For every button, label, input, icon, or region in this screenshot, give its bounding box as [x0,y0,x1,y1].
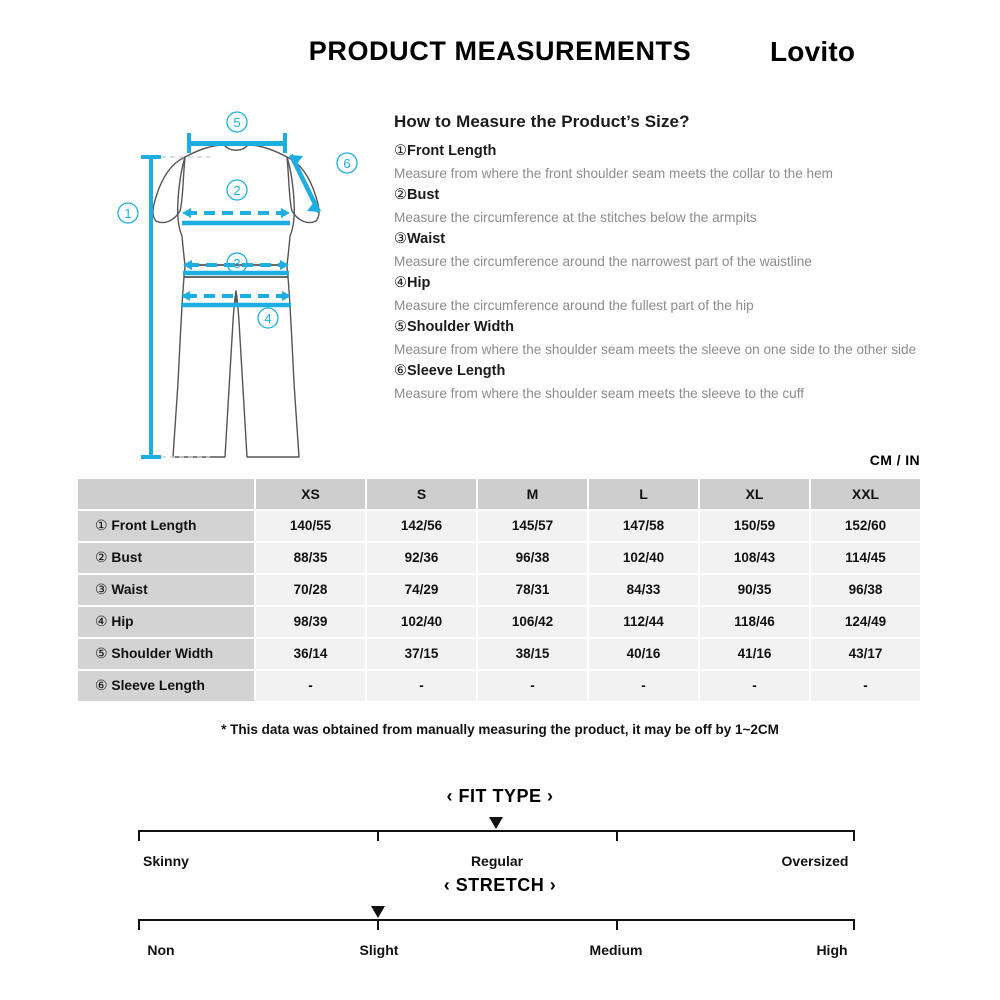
row-label-text: Sleeve Length [111,678,205,693]
cell-waist-m: 78/31 [478,575,587,605]
fit-type-marker [489,817,503,829]
column-header-xs: XS [256,479,365,509]
column-header-xxl: XXL [811,479,920,509]
measure-name: Waist [407,230,446,247]
row-label-front-length [78,511,254,541]
row-label-shoulder-width [78,639,254,669]
svg-text:4: 4 [264,311,272,326]
measure-name: Sleeve Length [407,362,506,379]
fit-type-line [138,830,855,832]
table-row [78,671,922,701]
units-label: CM / IN [869,452,920,468]
marker-icon-3: ③ [95,582,108,597]
cell-front-length-m: 145/57 [478,511,587,541]
measure-name: Bust [407,186,440,203]
cell-shoulder-width-xxl: 43/17 [811,639,920,669]
fit-type-tick-3 [853,830,855,841]
table-row [78,511,922,541]
table-row [78,575,922,605]
table-corner-cell [78,479,254,509]
table-row [78,639,922,669]
svg-text:1: 1 [124,206,132,221]
cell-bust-xxl: 114/45 [811,543,920,573]
fit-type-scale [0,786,1000,875]
cell-bust-xs: 88/35 [256,543,365,573]
measurements-table [78,479,922,703]
fit-type-labels [138,853,855,875]
measure-name: Front Length [407,143,497,159]
measure-item-front-length [394,141,924,184]
cell-waist-xxl: 96/38 [811,575,920,605]
stretch-tick-0 [138,919,140,930]
fit-type-tick-0 [138,830,140,841]
brand-logo: Lovito [770,36,856,67]
header [0,36,1000,82]
measure-desc: Measure the circumference at the stitches below the armpits [394,209,757,225]
measure-item-bust [394,185,924,228]
row-label-text: Waist [111,582,148,597]
fit-type-label-skinny: Skinny [143,853,189,869]
measure-desc: Measure the circumference around the narrowest part of the waistline [394,253,812,269]
disclaimer-note: * This data was obtained from manually measuring the product, it may be off by 1~2CM [221,722,779,737]
cell-shoulder-width-xl: 41/16 [700,639,809,669]
cell-bust-m: 96/38 [478,543,587,573]
row-label-text: Shoulder Width [111,646,214,661]
cell-bust-l: 102/40 [589,543,698,573]
measure-item-sleeve-length [394,361,924,404]
cell-shoulder-width-l: 40/16 [589,639,698,669]
cell-waist-l: 84/33 [589,575,698,605]
stretch-track [138,908,855,938]
stretch-title: ‹ STRETCH › [443,875,557,895]
cell-hip-xxl: 124/49 [811,607,920,637]
cell-front-length-xs: 140/55 [256,511,365,541]
fit-type-label-oversized: Oversized [781,853,849,869]
cell-front-length-l: 147/58 [589,511,698,541]
cell-sleeve-length-s: - [367,671,476,701]
cell-front-length-xl: 150/59 [700,511,809,541]
column-header-s: S [367,479,476,509]
cell-bust-s: 92/36 [367,543,476,573]
cell-sleeve-length-xs: - [256,671,365,701]
cell-shoulder-width-s: 37/15 [367,639,476,669]
fit-type-tick-2 [616,830,618,841]
cell-sleeve-length-xxl: - [811,671,920,701]
column-header-l: L [589,479,698,509]
cell-hip-s: 102/40 [367,607,476,637]
cell-hip-l: 112/44 [589,607,698,637]
measure-desc: Measure from where the front shoulder seam meets the collar to the hem [394,165,833,181]
row-label-sleeve-length [78,671,254,701]
cell-hip-m: 106/42 [478,607,587,637]
stretch-label-medium: Medium [589,942,643,958]
cell-sleeve-length-xl: - [700,671,809,701]
stretch-line [138,919,855,921]
svg-text:6: 6 [343,156,351,171]
marker-icon-2: ② [95,550,108,565]
measure-name: Hip [407,274,431,291]
row-label-bust [78,543,254,573]
cell-bust-xl: 108/43 [700,543,809,573]
garment-illustration [90,105,380,475]
stretch-label-high: High [816,942,848,958]
measure-item-shoulder-width [394,317,924,360]
measure-desc: Measure the circumference around the fullest part of the hip [394,297,754,313]
cell-shoulder-width-m: 38/15 [478,639,587,669]
cell-waist-xs: 70/28 [256,575,365,605]
cell-sleeve-length-m: - [478,671,587,701]
measure-name: Shoulder Width [407,318,514,335]
measure-desc: Measure from where the shoulder seam meets the sleeve to the cuff [394,385,805,401]
stretch-tick-3 [853,919,855,930]
svg-text:5: 5 [233,115,241,130]
row-label-hip [78,607,254,637]
cell-sleeve-length-l: - [589,671,698,701]
marker-icon-4: ④ [394,274,407,291]
measure-item-hip [394,273,924,316]
marker-icon-6: ⑥ [394,362,407,379]
marker-icon-6: ⑥ [95,678,108,693]
marker-icon-4: ④ [95,614,108,629]
svg-text:2: 2 [233,183,241,198]
table-row [78,607,922,637]
marker-icon-1: ① [394,143,407,159]
table-header-row [78,479,922,509]
row-label-text: Bust [111,550,143,565]
measure-desc: Measure from where the shoulder seam meets the sleeve on one side to the other side [394,341,917,357]
marker-icon-5: ⑤ [394,318,407,335]
stretch-label-slight: Slight [359,942,399,958]
stretch-label-non: Non [147,942,175,958]
column-header-xl: XL [700,479,809,509]
cell-front-length-s: 142/56 [367,511,476,541]
stretch-tick-1 [377,919,379,930]
column-header-m: M [478,479,587,509]
stretch-labels [138,942,855,964]
fit-type-track [138,819,855,849]
measure-item-waist [394,229,924,272]
cell-hip-xs: 98/39 [256,607,365,637]
row-label-text: Hip [111,614,134,629]
stretch-scale [0,875,1000,964]
stretch-tick-2 [616,919,618,930]
cell-waist-xl: 90/35 [700,575,809,605]
table-row [78,543,922,573]
svg-text:3: 3 [233,256,241,271]
marker-icon-3: ③ [394,230,407,247]
row-label-waist [78,575,254,605]
fit-type-label-regular: Regular [470,853,524,869]
marker-icon-2: ② [394,186,407,203]
cell-shoulder-width-xs: 36/14 [256,639,365,669]
how-to-measure-panel [394,112,924,405]
cell-hip-xl: 118/46 [700,607,809,637]
how-to-measure-heading: How to Measure the Product’s Size? [394,112,690,131]
row-label-text: Front Length [111,518,197,533]
fit-type-tick-1 [377,830,379,841]
marker-icon-1: ① [95,518,108,533]
fit-type-title: ‹ FIT TYPE › [446,786,554,806]
marker-icon-5: ⑤ [95,646,108,661]
page-title: PRODUCT MEASUREMENTS [308,36,692,66]
cell-waist-s: 74/29 [367,575,476,605]
cell-front-length-xxl: 152/60 [811,511,920,541]
stretch-marker [371,906,385,918]
